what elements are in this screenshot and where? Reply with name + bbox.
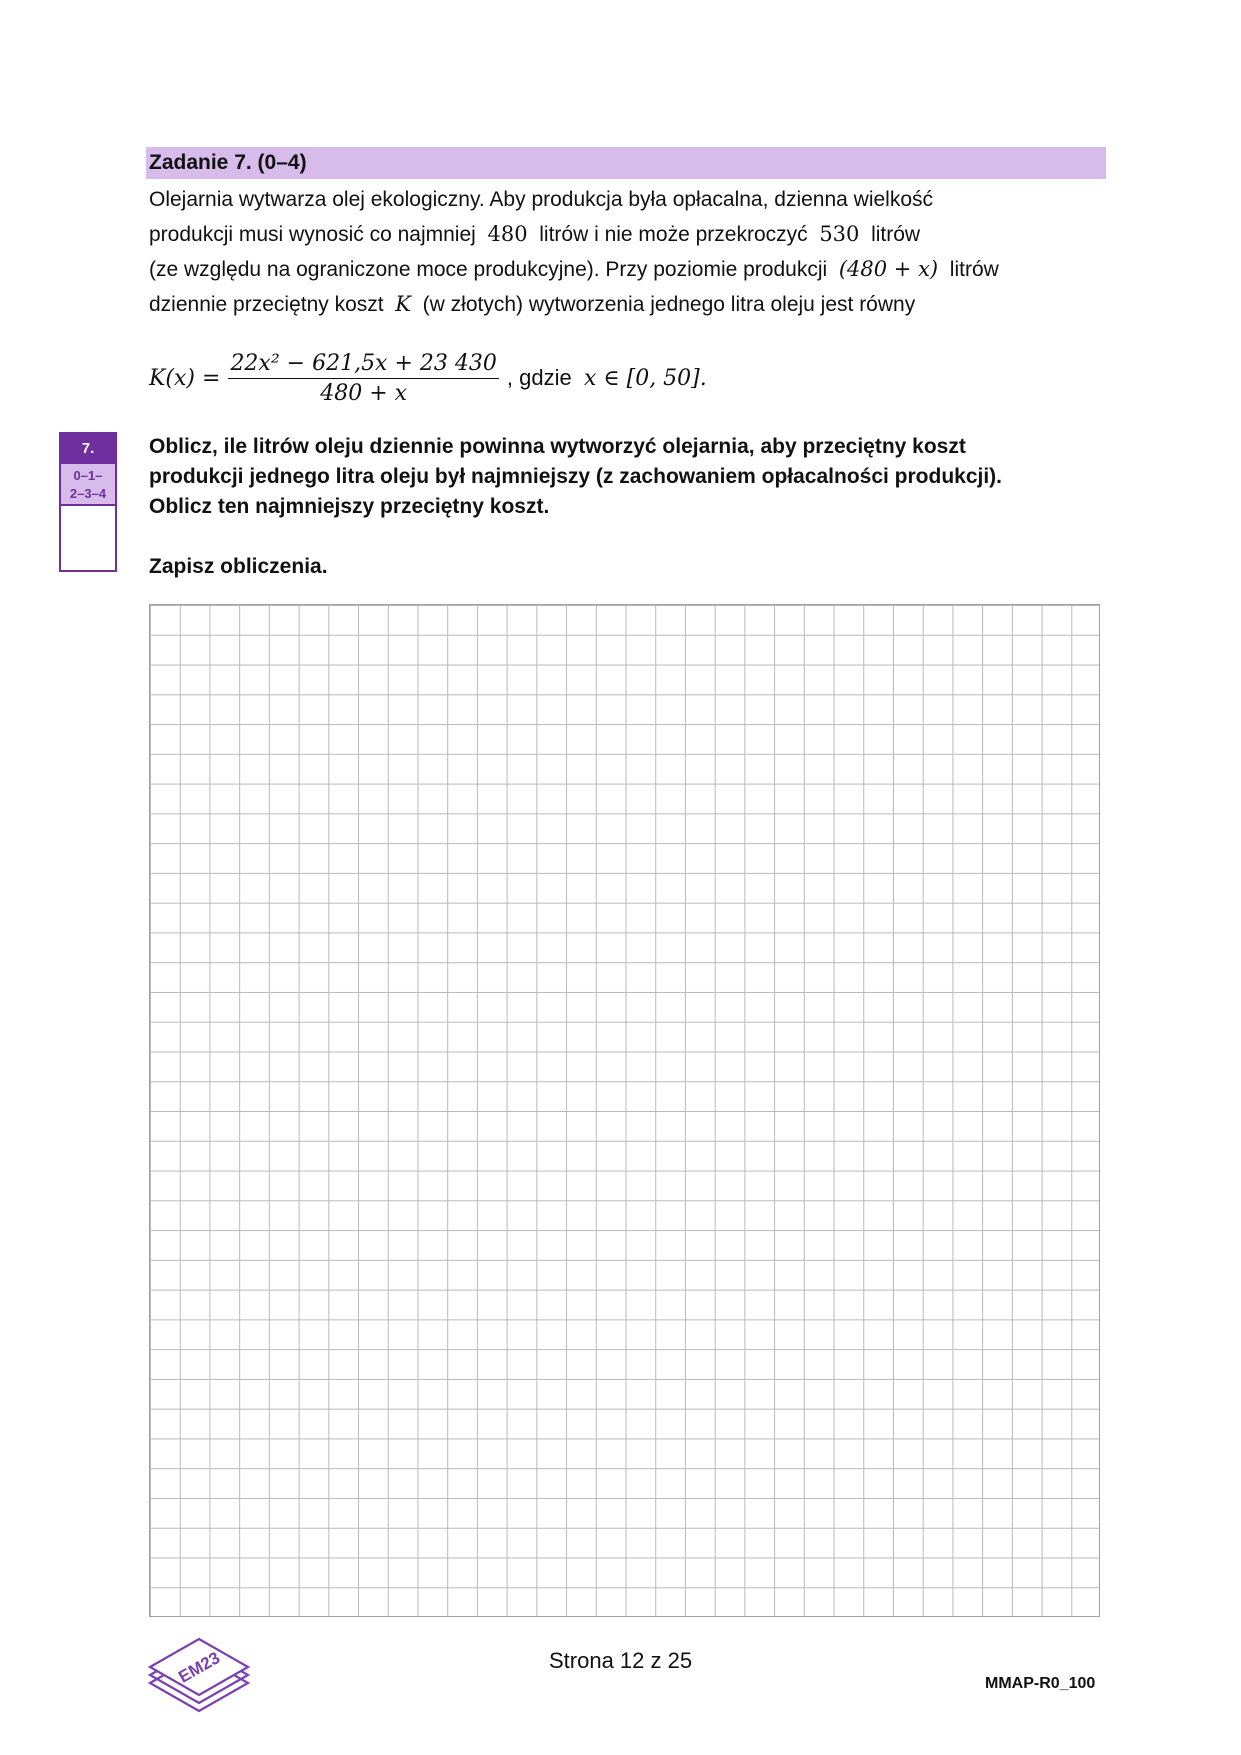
- value-530: 530: [819, 222, 860, 246]
- task-instructions: Oblicz, ile litrów oleju dziennie powinna wytworzyć olejarnia, aby przeciętny koszt produkcji jednego litra oleju był najmniejszy (z zachowaniem opłacalności produkcji). Oblicz ten najmniejszy przeciętny koszt.: [149, 435, 1003, 518]
- intro-line-1: Olejarnia wytwarza olej ekologiczny. Aby produkcja była opłacalna, dzienna wielkość: [149, 188, 934, 211]
- score-task-number: 7.: [61, 434, 115, 464]
- cost-variable: K: [395, 292, 411, 316]
- intro-line-4: dziennie przeciętny koszt K (w złotych) wytworzenia jednego litra oleju jest równy: [149, 292, 916, 316]
- task-intro: [149, 183, 1109, 322]
- svg-text:EM23: EM23: [175, 1648, 224, 1687]
- cost-formula: [149, 348, 707, 408]
- intro-line-2: produkcji musi wynosić co najmniej 480 litrów i nie może przekroczyć 530 litrów: [149, 222, 921, 246]
- em23-logo: [146, 1625, 252, 1715]
- exam-code: MMAP-R0_100: [985, 1675, 1096, 1692]
- formula-lhs: K(x) =: [149, 365, 221, 391]
- score-entry-field[interactable]: [61, 506, 115, 570]
- formula-denominator: 480 + x: [320, 380, 408, 406]
- answer-grid[interactable]: [149, 604, 1100, 1617]
- score-points: 0–1– 2–3–4: [61, 464, 115, 506]
- value-480: 480: [487, 222, 528, 246]
- formula-separator: , gdzie: [506, 365, 572, 390]
- task-heading: Zadanie 7. (0–4): [146, 147, 1106, 179]
- formula-domain: x ∈ [0, 50].: [583, 365, 707, 391]
- page-number: Strona 12 z 25: [549, 1648, 693, 1673]
- formula-numerator: 22x² − 621,5x + 23 430: [228, 351, 498, 379]
- calculation-instruction: Zapisz obliczenia.: [149, 555, 328, 578]
- intro-line-3: (ze względu na ograniczone moce produkcyjne). Przy poziomie produkcji (480 + x) litrów: [149, 257, 999, 281]
- score-box: [59, 432, 117, 572]
- formula-fraction: [228, 351, 498, 406]
- production-level-math: (480 + x): [838, 257, 939, 281]
